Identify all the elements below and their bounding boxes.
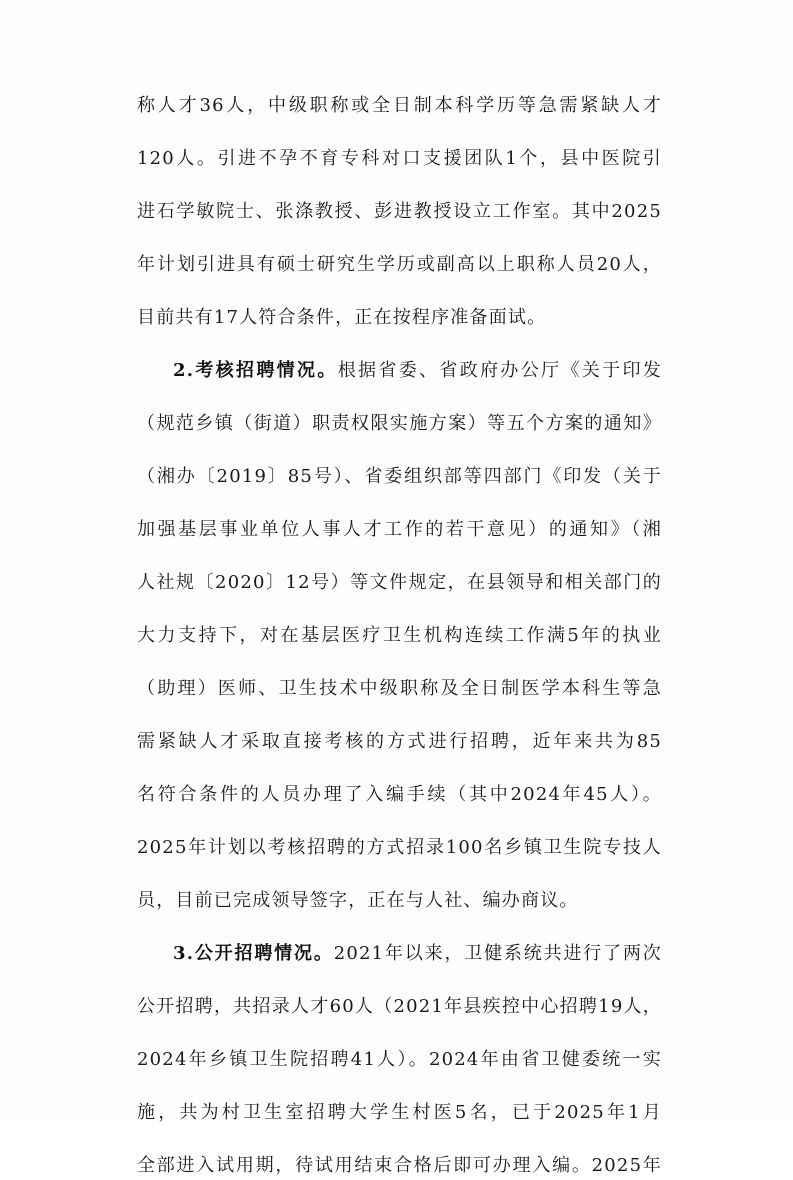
text-line: 施，共为村卫生室招聘大学生村医5名，已于2025年1月 [137, 1102, 662, 1123]
text-line: 年计划引进具有硕士研究生学历或副高以上职称人员20人， [137, 254, 662, 275]
text-line: 大力支持下，对在基层医疗卫生机构连续工作满5年的执业 [137, 625, 662, 646]
paragraph-3-first-line [173, 940, 662, 968]
text-line: 员，目前已完成领导签字，正在与人社、编办商议。 [137, 890, 579, 911]
text-line: 目前共有17人符合条件，正在按程序准备面试。 [137, 307, 547, 328]
text-line: 120人。引进不孕不育专科对口支援团队1个，县中医院引 [137, 148, 662, 169]
text-span: 根据省委、省政府办公厅《关于印发 [337, 360, 663, 381]
text-line: 需紧缺人才采取直接考核的方式进行招聘，近年来共为85 [137, 731, 662, 752]
paragraph-2-first-line [173, 357, 662, 385]
text-line: 称人才36人，中级职称或全日制本科学历等急需紧缺人才 [137, 95, 662, 116]
text-line: （规范乡镇（街道）职责权限实施方案）等五个方案的通知》 [137, 413, 662, 434]
text-line: 人社规〔2020〕12号）等文件规定，在县领导和相关部门的 [137, 572, 662, 593]
text-line: 全部进入试用期，待试用结束合格后即可办理入编。2025年 [137, 1155, 662, 1176]
text-line: 进石学敏院士、张涤教授、彭进教授设立工作室。其中2025 [137, 201, 662, 222]
text-line: 名符合条件的人员办理了入编手续（其中2024年45人）。 [137, 784, 662, 805]
text-line: 加强基层事业单位人事人才工作的若干意见）的通知》（湘 [137, 519, 662, 540]
text-line: （助理）医师、卫生技术中级职称及全日制医学本科生等急 [137, 678, 662, 699]
text-span: 2021年以来，卫健系统共进行了两次 [333, 943, 662, 964]
text-line: 公开招聘，共招录人才60人（2021年县疾控中心招聘19人， [137, 996, 662, 1017]
section-heading-3: 3.公开招聘情况。 [173, 943, 334, 964]
text-line: 2024年乡镇卫生院招聘41人）。2024年由省卫健委统一实 [137, 1049, 662, 1070]
text-line: （湘办〔2019〕85号）、省委组织部等四部门《印发（关于 [137, 466, 662, 487]
section-heading-2: 2.考核招聘情况。 [173, 360, 338, 381]
text-line: 2025年计划以考核招聘的方式招录100名乡镇卫生院专技人 [137, 837, 662, 858]
